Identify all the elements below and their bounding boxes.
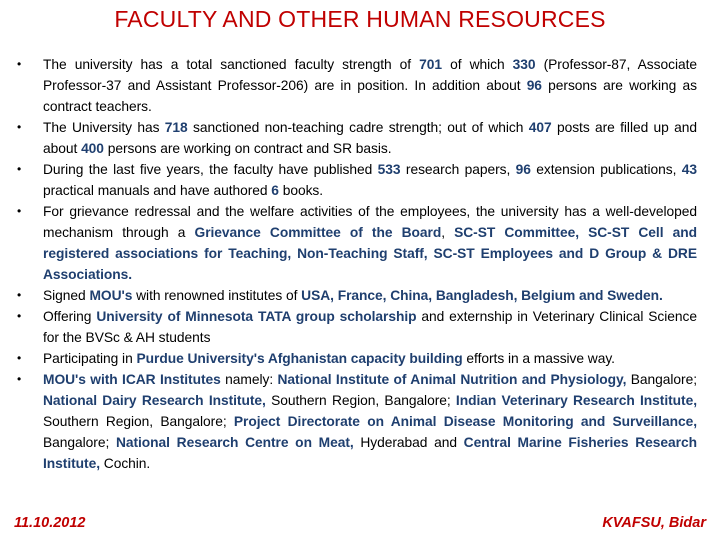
bullet-icon: • (17, 288, 22, 302)
text: Southern Region, Bangalore; (265, 393, 456, 408)
text: The University has (43, 120, 165, 135)
bullet-icon: • (17, 120, 22, 134)
text: Participating in (43, 351, 137, 366)
bullet-icon: • (17, 204, 22, 218)
text: extension publications, (530, 162, 682, 177)
highlight: National Research Centre on Meat, (115, 435, 354, 450)
text: research papers, (400, 162, 516, 177)
highlight: MOU's with ICAR Institutes (43, 372, 221, 387)
highlight: Central Marine Fisheries Research Institute, (43, 435, 697, 471)
bullet-icon: • (17, 372, 22, 386)
highlight: MOU's (89, 288, 133, 303)
highlight: Indian Veterinary Research Institute, (455, 393, 697, 408)
text: posts are filled up and about (43, 120, 697, 156)
text: persons are working as contract teachers. (43, 78, 697, 114)
text: with renowned institutes of (132, 288, 302, 303)
bullet-list (0, 54, 720, 474)
text: persons are working on contract and SR basis. (103, 141, 392, 156)
text: books. (278, 183, 324, 198)
number: 6 (271, 183, 279, 198)
text: Southern Region, Bangalore; (43, 414, 234, 429)
number: 96 (515, 162, 531, 177)
text: Signed (43, 288, 90, 303)
number: 701 (419, 57, 443, 72)
bullet-item-non-teaching (0, 117, 720, 159)
number: 407 (528, 120, 552, 135)
number: 43 (681, 162, 697, 177)
text: During the last five years, the faculty have published (43, 162, 378, 177)
text: practical manuals and have authored (43, 183, 272, 198)
bullet-item-grievance (0, 201, 720, 285)
bullet-icon: • (17, 351, 22, 365)
highlight: Grievance Committee of the Board (194, 225, 442, 240)
text: efforts in a massive way. (462, 351, 615, 366)
text: The university has a total sanctioned faculty strength of (43, 57, 420, 72)
text: Cochin. (100, 456, 151, 471)
highlight: SC-ST Committee, SC-ST Cell and registered associations for Teaching, Non-Teaching Staff, SC-ST Employees and D Group & DRE Associations. (43, 225, 697, 282)
bullet-item-icar-mou (0, 369, 720, 474)
text: namely: (220, 372, 278, 387)
text: Hyderabad and (353, 435, 464, 450)
footer-organization: KVAFSU, Bidar (602, 515, 706, 531)
bullet-icon: • (17, 162, 22, 176)
number: 96 (526, 78, 542, 93)
text: (Professor-87, Associate Professor-37 and Assistant Professor-206) are in position. In addition about (43, 57, 697, 93)
number: 400 (81, 141, 104, 156)
text: of which (442, 57, 513, 72)
bullet-item-faculty-strength (0, 54, 720, 117)
number: 533 (377, 162, 401, 177)
bullet-icon: • (17, 57, 22, 71)
bullet-icon: • (17, 309, 22, 323)
footer-date: 11.10.2012 (14, 515, 86, 531)
highlight: Purdue University's Afghanistan capacity building (136, 351, 463, 366)
bullet-item-purdue (0, 348, 720, 369)
highlight: Project Directorate on Animal Disease Monitoring and Surveillance, (233, 414, 697, 429)
highlight: National Dairy Research Institute, (43, 393, 266, 408)
highlight: University of Minnesota TATA group scholarship (96, 309, 417, 324)
number: 330 (512, 57, 536, 72)
text: Offering (43, 309, 97, 324)
highlight: National Institute of Animal Nutrition and Physiology, (277, 372, 627, 387)
page-title: FACULTY AND OTHER HUMAN RESOURCES (114, 6, 606, 32)
text: Bangalore; (43, 435, 116, 450)
bullet-item-publications (0, 159, 720, 201)
number: 718 (164, 120, 188, 135)
highlight: USA, France, China, Bangladesh, Belgium and Sweden. (301, 288, 663, 303)
bullet-item-scholarship (0, 306, 720, 348)
text: For grievance redressal and the welfare activities of the employees, the university has a well-developed mechanism through a (43, 204, 697, 240)
bullet-item-mou-countries (0, 285, 720, 306)
text: Bangalore; (626, 372, 697, 387)
text: , (441, 225, 455, 240)
text: and externship in Veterinary Clinical Science for the BVSc & AH students (43, 309, 698, 345)
text: sanctioned non-teaching cadre strength; out of which (187, 120, 529, 135)
